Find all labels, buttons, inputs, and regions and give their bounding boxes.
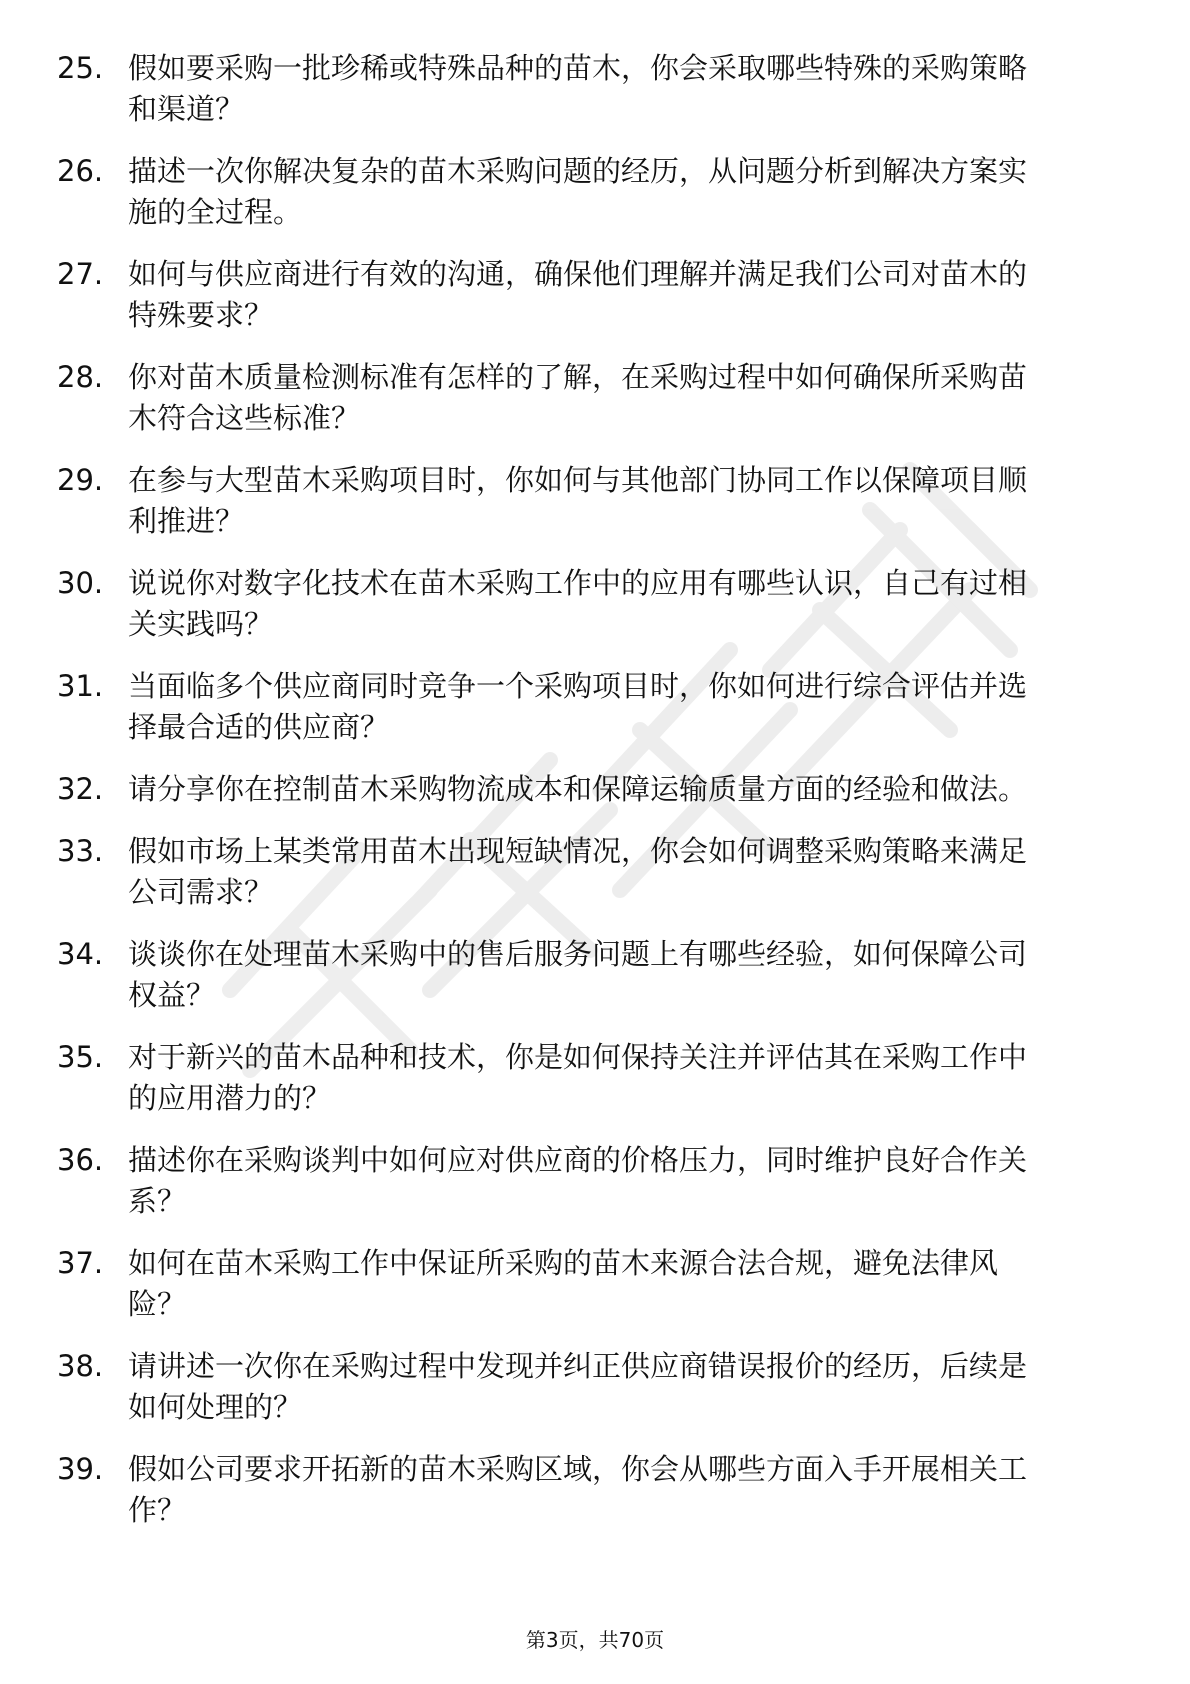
question-number: 29. — [57, 463, 104, 497]
question-item — [0, 151, 1190, 233]
question-text: 在参与大型苗木采购项目时，你如何与其他部门协同工作以保障项目顺利推进？ — [128, 463, 1028, 538]
question-text: 描述一次你解决复杂的苗木采购问题的经历，从问题分析到解决方案实施的全过程。 — [128, 154, 1028, 229]
question-list — [0, 48, 1190, 1552]
question-text: 你对苗木质量检测标准有怎样的了解，在采购过程中如何确保所采购苗木符合这些标准？ — [128, 360, 1028, 435]
question-text: 假如公司要求开拓新的苗木采购区域，你会从哪些方面入手开展相关工作？ — [128, 1452, 1028, 1527]
question-item — [0, 563, 1190, 645]
question-text: 请讲述一次你在采购过程中发现并纠正供应商错误报价的经历，后续是如何处理的？ — [128, 1349, 1028, 1424]
page-footer — [0, 1624, 1190, 1653]
question-text: 当面临多个供应商同时竞争一个采购项目时，你如何进行综合评估并选择最合适的供应商？ — [128, 669, 1028, 744]
question-number: 28. — [57, 360, 104, 394]
question-item — [0, 666, 1190, 748]
question-item — [0, 357, 1190, 439]
page-number-label: 第3页，共70页 — [525, 1628, 665, 1652]
question-text: 如何在苗木采购工作中保证所采购的苗木来源合法合规，避免法律风险？ — [128, 1246, 999, 1321]
question-text: 假如市场上某类常用苗木出现短缺情况，你会如何调整采购策略来满足公司需求？ — [128, 834, 1028, 909]
question-item — [0, 460, 1190, 542]
question-number: 34. — [57, 937, 104, 971]
question-number: 32. — [57, 772, 104, 806]
question-number: 25. — [57, 51, 104, 85]
question-number: 39. — [57, 1452, 104, 1486]
question-item — [0, 769, 1190, 810]
question-item — [0, 1346, 1190, 1428]
question-text: 请分享你在控制苗木采购物流成本和保障运输质量方面的经验和做法。 — [128, 772, 1028, 806]
question-item — [0, 48, 1190, 130]
question-text: 谈谈你在处理苗木采购中的售后服务问题上有哪些经验，如何保障公司权益？ — [128, 937, 1028, 1012]
question-number: 37. — [57, 1246, 104, 1280]
question-number: 36. — [57, 1143, 104, 1177]
question-number: 35. — [57, 1040, 104, 1074]
question-text: 假如要采购一批珍稀或特殊品种的苗木，你会采取哪些特殊的采购策略和渠道？ — [128, 51, 1028, 126]
question-item — [0, 1449, 1190, 1531]
question-item — [0, 1243, 1190, 1325]
question-number: 33. — [57, 834, 104, 868]
question-item — [0, 831, 1190, 913]
question-number: 31. — [57, 669, 104, 703]
question-item — [0, 1140, 1190, 1222]
question-item — [0, 934, 1190, 1016]
question-number: 26. — [57, 154, 104, 188]
question-item — [0, 1037, 1190, 1119]
question-text: 对于新兴的苗木品种和技术，你是如何保持关注并评估其在采购工作中的应用潜力的？ — [128, 1040, 1028, 1115]
question-item — [0, 254, 1190, 336]
question-text: 描述你在采购谈判中如何应对供应商的价格压力，同时维护良好合作关系？ — [128, 1143, 1028, 1218]
question-number: 27. — [57, 257, 104, 291]
question-number: 38. — [57, 1349, 104, 1383]
question-text: 说说你对数字化技术在苗木采购工作中的应用有哪些认识，自己有过相关实践吗？ — [128, 566, 1028, 641]
question-number: 30. — [57, 566, 104, 600]
question-text: 如何与供应商进行有效的沟通，确保他们理解并满足我们公司对苗木的特殊要求？ — [128, 257, 1028, 332]
